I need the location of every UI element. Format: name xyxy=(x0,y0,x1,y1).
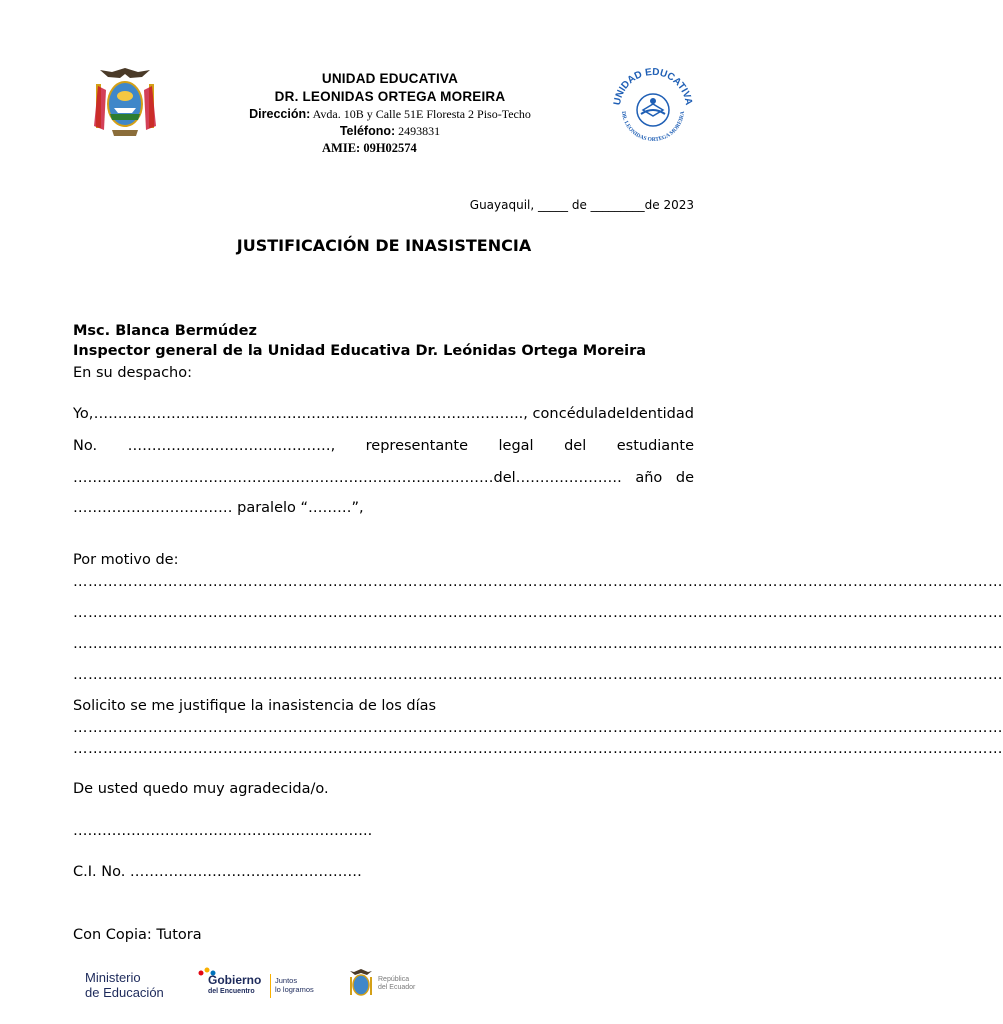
body-l1-b: …………………………………………………………………………….., con xyxy=(93,406,559,422)
body-l2-b: ……………………………………, xyxy=(127,438,336,454)
days-line-1: …………………………………………………………………………………………………………………………………………………………………… xyxy=(73,720,1003,736)
body-l3-c: de xyxy=(675,470,694,486)
body-l2-c: representante xyxy=(365,438,469,454)
ecuador-coat-of-arms xyxy=(92,66,158,140)
body-l2-d: legal xyxy=(498,438,534,454)
body-l1-a: Yo, xyxy=(73,406,94,422)
republic-line1: República xyxy=(378,976,410,983)
reason-line-3: …………………………………………………………………………………………………………………………………………………………………… xyxy=(73,636,1003,652)
republic-crest-icon xyxy=(348,968,374,1000)
body-l1-d: de xyxy=(607,406,626,422)
reason-line-1: …………………………………………………………………………………………………………………………………………………………………… xyxy=(73,574,1003,590)
gov-line2: del Encuentro xyxy=(208,988,255,995)
institution-header xyxy=(200,70,580,157)
gov-line1: Gobierno xyxy=(208,973,262,987)
date-line: Guayaquil, _____ de _________de 2023 xyxy=(469,198,694,212)
logo-text-top: UNIDAD EDUCATIVA xyxy=(612,66,694,107)
school-logo xyxy=(608,66,698,146)
body-l1-c: cédula xyxy=(558,406,607,422)
ministry-line2: de Educación xyxy=(85,985,164,1000)
recipient-role: Inspector general de la Unidad Educativa Dr. Leónidas Ortega Moreira xyxy=(73,343,647,359)
footer-logos xyxy=(80,962,440,1008)
copy-line: Con Copia: Tutora xyxy=(73,927,202,943)
days-line-2: …………………………………………………………………………………………………………………………………………………………………… xyxy=(73,741,1003,757)
body-line-2 xyxy=(73,436,694,456)
logo-text-bottom: DR. LEONIDAS ORTEGA MOREIRA xyxy=(619,110,687,144)
address-label: Dirección: xyxy=(249,107,311,121)
body-l1-e: Identidad xyxy=(625,406,694,422)
id-number-line: C.I. No. ………………………………………… xyxy=(73,864,362,880)
reason-label: Por motivo de: xyxy=(73,552,179,568)
amie-code: AMIE: 09H02574 xyxy=(322,141,417,155)
body-l3-a: ……………………………………………………………………………del…………………. xyxy=(73,470,622,486)
recipient-name: Msc. Blanca Bermúdez xyxy=(73,323,257,339)
gov-slogan1: Juntos xyxy=(275,976,298,985)
address-line xyxy=(200,106,580,123)
school-name-line2: DR. LEONIDAS ORTEGA MOREIRA xyxy=(274,89,506,104)
closing: De usted quedo muy agradecida/o. xyxy=(73,781,329,797)
body-l2-f: estudiante xyxy=(616,438,694,454)
body-line-1 xyxy=(73,404,694,424)
address-value: Avda. 10B y Calle 51E Floresta 2 Piso-Techo xyxy=(312,107,531,121)
ministry-line1: Ministerio xyxy=(85,970,141,985)
body-l3-b: año xyxy=(635,470,663,486)
request-text: Solicito se me justifique la inasistencia de los días xyxy=(73,698,437,714)
signature-line: …………………………………………………….. xyxy=(73,823,373,839)
phone-line xyxy=(200,123,580,140)
school-name-line1: UNIDAD EDUCATIVA xyxy=(321,71,459,86)
salutation: En su despacho: xyxy=(73,365,193,381)
republic-line2: del Ecuador xyxy=(378,984,416,991)
phone-value: 2493831 xyxy=(398,124,441,138)
republic-logo xyxy=(348,966,438,1006)
reason-line-4: …………………………………………………………………………………………………………………………………………………………………… xyxy=(73,667,1003,683)
body-line-4: …………………………… paralelo “………”, xyxy=(73,500,364,516)
body-l2-e: del xyxy=(564,438,587,454)
gov-slogan2: lo logramos xyxy=(275,985,314,994)
government-logo xyxy=(198,966,328,1006)
ministry-logo xyxy=(85,970,164,1000)
phone-label: Teléfono: xyxy=(339,124,396,138)
document-title: JUSTIFICACIÓN DE INASISTENCIA xyxy=(236,236,532,255)
reason-line-2: …………………………………………………………………………………………………………………………………………………………………… xyxy=(73,605,1003,621)
body-line-3 xyxy=(73,468,694,488)
body-l2-a: No. xyxy=(73,438,98,454)
